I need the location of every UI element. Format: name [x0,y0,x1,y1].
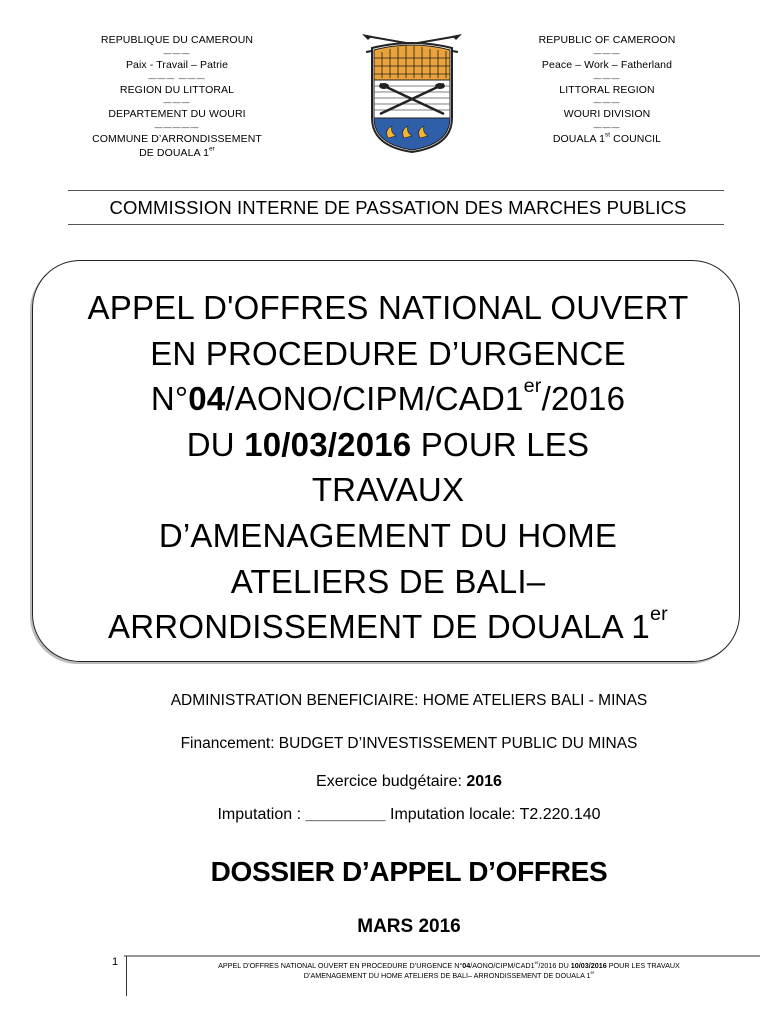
header-right [492,34,722,147]
title-line-5: TRAVAUX [311,471,465,509]
separator: ————— [154,123,200,133]
budget-year: Exercice budgétaire: 2016 [316,773,502,790]
separator: ——— [593,73,621,83]
title-line-6: D’AMENAGEMENT DU HOME [158,516,618,554]
title-line-1: APPEL D'OFFRES NATIONAL OUVERT [87,289,689,326]
separator: ——— [163,48,191,58]
beneficiary-administration: ADMINISTRATION BENEFICIAIRE: HOME ATELIERS BALI - MINAS [170,692,648,709]
divider-bottom [68,224,724,225]
commission-title: COMMISSION INTERNE DE PASSATION DES MARCHES PUBLICS [109,197,687,218]
separator: ——— [593,48,621,58]
financing: Financement: BUDGET D’INVESTISSEMENT PUBLIC DU MINAS [180,735,638,752]
region-en: LITTORAL REGION [559,83,655,96]
title-line-3: N°04/AONO/CIPM/CAD1er/2016 [150,375,626,418]
motto-fr: Paix - Travail – Patrie [125,58,229,71]
republic-fr: REPUBLIQUE DU CAMEROUN [100,34,254,46]
document-date: MARS 2016 [357,916,461,937]
republic-en: REPUBLIC OF CAMEROON [538,34,676,46]
coat-of-arms [358,28,466,156]
title-line-4: DU 10/03/2016 POUR LES [186,425,590,463]
page-number: 1 [112,956,119,968]
footer-line-1: APPEL D'OFFRES NATIONAL OUVERT EN PROCEDURE D’URGENCE N°04/AONO/CIPM/CAD1er/2016 DU 10/03/2016 POUR LES TRAVAUX [218,960,680,970]
tender-title [38,285,738,650]
footer-rule [124,955,760,957]
title-line-7: ATELIERS DE BALI– [230,562,546,600]
separator: ——— [593,123,621,133]
title-line-2: EN PROCEDURE D’URGENCE [150,334,626,372]
department-fr: DEPARTEMENT DU WOURI [108,108,246,121]
footer-running-title [134,961,764,981]
document-title: DOSSIER D’APPEL D’OFFRES [210,856,608,887]
division-en: WOURI DIVISION [563,108,651,121]
commune-fr-line2: DE DOUALA 1er [139,145,215,159]
douala-coat-of-arms-icon [358,28,466,156]
footer-divider [126,956,127,996]
footer-line-2: D’AMENAGEMENT DU HOME ATELIERS DE BALI– ARRONDISSEMENT DE DOUALA 1er [303,970,595,980]
separator: ——— [593,98,621,108]
title-line-8: ARRONDISSEMENT DE DOUALA 1er [108,603,668,646]
header-left [62,34,292,161]
motto-en: Peace – Work – Fatherland [541,58,673,71]
region-fr: REGION DU LITTORAL [119,83,235,96]
commune-fr: COMMUNE D’ARRONDISSEMENT [92,133,262,146]
imputation: Imputation : _________ Imputation locale: T2.220.140 [217,806,601,823]
separator: ——— ——— [148,73,206,83]
council-en: DOUALA 1st COUNCIL [552,131,662,146]
separator: ——— [163,98,191,108]
divider-top [68,190,724,191]
